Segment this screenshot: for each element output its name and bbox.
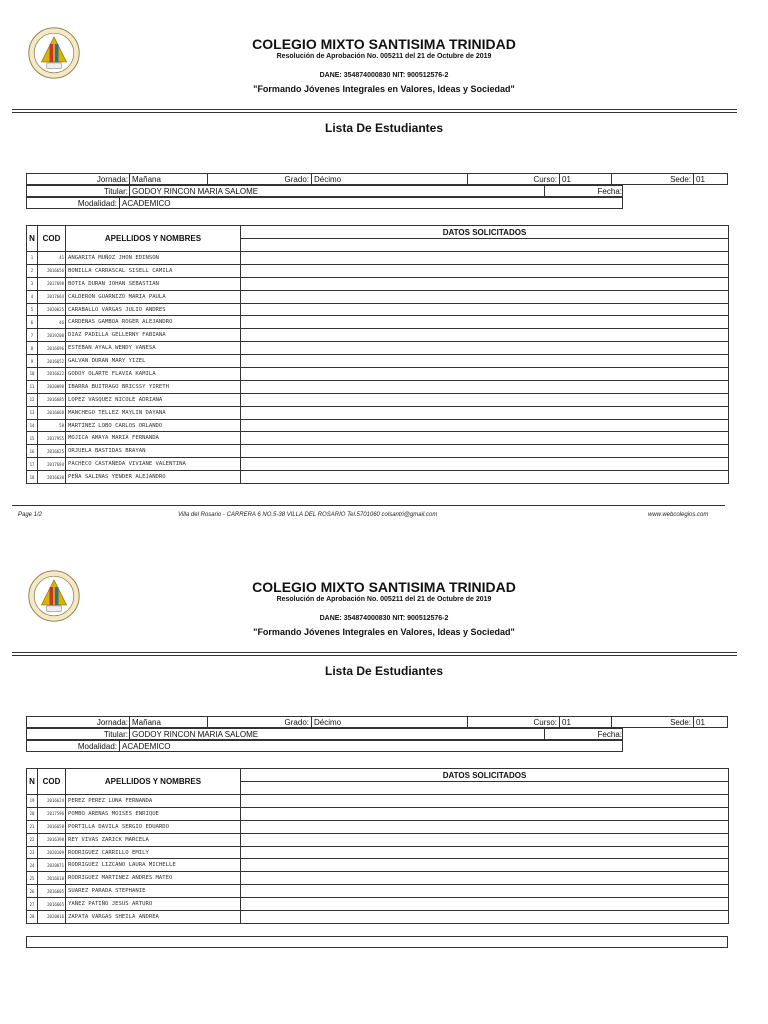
student-number: 23 xyxy=(27,846,38,859)
student-number: 19 xyxy=(27,795,38,808)
student-name: ORJUELA BASTIDAS BRAYAN xyxy=(66,445,241,458)
modalidad-value: ACADEMICO xyxy=(122,199,171,208)
student-code: 2016656 xyxy=(38,264,66,277)
sede-label: Sede: xyxy=(670,718,691,727)
student-code: 2016398 xyxy=(38,833,66,846)
student-code: 2016658 xyxy=(38,820,66,833)
student-code: 2016610 xyxy=(38,872,66,885)
table-row xyxy=(27,368,729,381)
student-code: 2016630 xyxy=(38,471,66,484)
table-row xyxy=(27,458,729,471)
school-crest-logo xyxy=(27,26,81,80)
student-code: 2016665 xyxy=(38,898,66,911)
footer-address: Villa del Rosario - CARRERA 6 NO.5-38 VILLA DEL ROSARIO Tel.5701060 colsantri@gmail.com xyxy=(178,512,438,518)
student-name: BONILLA CARRASCAL SISELL CAMILA xyxy=(66,264,241,277)
student-name: PACHECO CASTAÑEDA VIVIANE VALENTINA xyxy=(66,458,241,471)
student-name: POMBO ARENAS MOISES ENRIQUE xyxy=(66,807,241,820)
student-name: CALDERON GUARNIZO MARIA PAULA xyxy=(66,290,241,303)
student-code: 2020071 xyxy=(38,859,66,872)
sede-label: Sede: xyxy=(670,175,691,184)
student-number: 3 xyxy=(27,277,38,290)
requested-data-cell xyxy=(241,885,729,898)
student-number: 9 xyxy=(27,355,38,368)
student-name: MANCHEGO TELLEZ MAYLIN DAYANA xyxy=(66,406,241,419)
requested-data-cell xyxy=(241,380,729,393)
requested-data-cell xyxy=(241,872,729,885)
student-code: 2020016 xyxy=(38,911,66,924)
school-crest-logo xyxy=(27,569,81,623)
student-name: PEREZ PEREZ LUNA FERNANDA xyxy=(66,795,241,808)
info-row-3 xyxy=(26,740,623,752)
student-number: 28 xyxy=(27,911,38,924)
student-code: 2020025 xyxy=(38,303,66,316)
student-number: 11 xyxy=(27,380,38,393)
requested-data-cell xyxy=(241,898,729,911)
student-name: MOJICA AMAYA MARIA FERNANDA xyxy=(66,432,241,445)
curso-value: 01 xyxy=(562,718,571,727)
student-code: 2016622 xyxy=(38,368,66,381)
student-number: 22 xyxy=(27,833,38,846)
jornada-value: Mañana xyxy=(132,718,161,727)
info-row-2 xyxy=(26,728,623,740)
table-row xyxy=(27,342,729,355)
requested-data-cell xyxy=(241,807,729,820)
student-code: 58 xyxy=(38,419,66,432)
student-name: RODRIGUEZ MARTINEZ ANDRES MATEO xyxy=(66,872,241,885)
list-title: Lista De Estudiantes xyxy=(324,121,444,135)
requested-data-cell xyxy=(241,859,729,872)
student-number: 20 xyxy=(27,807,38,820)
requested-data-cell xyxy=(241,406,729,419)
table-row xyxy=(27,885,729,898)
table-row xyxy=(27,393,729,406)
student-number: 25 xyxy=(27,872,38,885)
requested-data-cell xyxy=(241,795,729,808)
col-data-subheader xyxy=(241,782,729,795)
student-code: 46 xyxy=(38,316,66,329)
titular-label: Titular: xyxy=(103,187,128,196)
table-row xyxy=(27,432,729,445)
student-number: 6 xyxy=(27,316,38,329)
report-page-2 xyxy=(0,543,768,1024)
info-row-1 xyxy=(26,173,728,185)
student-code: 2017955 xyxy=(38,432,66,445)
info-row-2 xyxy=(26,185,623,197)
student-name: REY VIVAS ZARICK MARCELA xyxy=(66,833,241,846)
curso-label: Curso: xyxy=(533,718,557,727)
student-name: PEÑA SALINAS YENDER ALEJANDRO xyxy=(66,471,241,484)
student-number: 14 xyxy=(27,419,38,432)
fecha-label: Fecha: xyxy=(597,730,622,739)
header-divider xyxy=(12,112,737,113)
header-divider xyxy=(12,109,737,110)
student-name: RODRIGUEZ CARRILLO EMILY xyxy=(66,846,241,859)
table-row xyxy=(27,911,729,924)
student-number: 1 xyxy=(27,252,38,265)
student-code: 41 xyxy=(38,252,66,265)
student-code: 2020109 xyxy=(38,846,66,859)
dane-nit-text: DANE: 354874000830 NIT: 900512576-2 xyxy=(319,615,449,622)
requested-data-cell xyxy=(241,316,729,329)
page-number: Page 1/2 xyxy=(18,512,43,518)
col-n-header: N xyxy=(27,226,38,252)
students-table xyxy=(26,225,729,484)
titular-value: GODOY RINCON MARIA SALOME xyxy=(132,730,259,739)
header-divider xyxy=(12,655,737,656)
table-row xyxy=(27,898,729,911)
student-number: 13 xyxy=(27,406,38,419)
student-name: GODOY OLARTE FLAVIA KAMILA xyxy=(66,368,241,381)
table-row xyxy=(27,252,729,265)
requested-data-cell xyxy=(241,846,729,859)
student-code: 2016625 xyxy=(38,445,66,458)
grado-label: Grado: xyxy=(284,718,309,727)
student-code: 2017694 xyxy=(38,458,66,471)
jornada-value: Mañana xyxy=(132,175,161,184)
col-name-header: APELLIDOS Y NOMBRES xyxy=(66,769,241,795)
student-name: GALVAN DURAN MARY YIZEL xyxy=(66,355,241,368)
col-data-header: DATOS SOLICITADOS xyxy=(241,769,729,782)
school-motto: "Formando Jóvenes Integrales en Valores, Ideas y Sociedad" xyxy=(253,84,515,94)
table-row xyxy=(27,329,729,342)
grado-label: Grado: xyxy=(284,175,309,184)
student-number: 10 xyxy=(27,368,38,381)
requested-data-cell xyxy=(241,368,729,381)
curso-label: Curso: xyxy=(533,175,557,184)
info-row-3 xyxy=(26,197,623,209)
resolution-text: Resolución de Aprobación No. 005211 del 21 de Octubre de 2019 xyxy=(276,53,492,60)
school-name: COLEGIO MIXTO SANTISIMA TRINIDAD xyxy=(252,579,516,595)
table-row xyxy=(27,277,729,290)
student-name: CARDENAS GAMBOA ROGER ALEJANDRO xyxy=(66,316,241,329)
table-row xyxy=(27,290,729,303)
table-row xyxy=(27,872,729,885)
table-row xyxy=(27,820,729,833)
student-name: ANGARITA MUÑOZ JHON EDINSON xyxy=(66,252,241,265)
resolution-text: Resolución de Aprobación No. 005211 del 21 de Octubre de 2019 xyxy=(276,596,492,603)
blank-footer-box xyxy=(26,936,728,948)
col-cod-header: COD xyxy=(38,769,66,795)
student-code: 2016668 xyxy=(38,406,66,419)
student-name: YAÑEZ PATIÑO JESUS ARTURO xyxy=(66,898,241,911)
student-name: RODRIGUEZ LIZCANO LAURA MICHELLE xyxy=(66,859,241,872)
student-number: 17 xyxy=(27,458,38,471)
student-code: 2016652 xyxy=(38,355,66,368)
student-name: CARABALLO VARGAS JULIO ANDRES xyxy=(66,303,241,316)
modalidad-label: Modalidad: xyxy=(77,199,117,208)
table-row xyxy=(27,846,729,859)
info-row-1 xyxy=(26,716,728,728)
requested-data-cell xyxy=(241,393,729,406)
table-row xyxy=(27,303,729,316)
requested-data-cell xyxy=(241,355,729,368)
table-row xyxy=(27,833,729,846)
requested-data-cell xyxy=(241,303,729,316)
curso-value: 01 xyxy=(562,175,571,184)
dane-nit-text: DANE: 354874000830 NIT: 900512576-2 xyxy=(319,72,449,79)
student-number: 15 xyxy=(27,432,38,445)
footer-website[interactable]: www.webcolegios.com xyxy=(648,512,709,518)
col-name-header: APELLIDOS Y NOMBRES xyxy=(66,226,241,252)
requested-data-cell xyxy=(241,290,729,303)
grado-value: Décimo xyxy=(314,175,342,184)
student-name: BOTIA DURAN JOHAN SEBASTIAN xyxy=(66,277,241,290)
student-code: 2016696 xyxy=(38,342,66,355)
student-name: SUAREZ PARADA STEPHANIE xyxy=(66,885,241,898)
school-name: COLEGIO MIXTO SANTISIMA TRINIDAD xyxy=(252,36,516,52)
col-n-header: N xyxy=(27,769,38,795)
table-row xyxy=(27,406,729,419)
table-row xyxy=(27,380,729,393)
student-name: ESTEBAN AYALA WENDY VANESA xyxy=(66,342,241,355)
list-title: Lista De Estudiantes xyxy=(324,664,444,678)
table-row xyxy=(27,316,729,329)
requested-data-cell xyxy=(241,458,729,471)
requested-data-cell xyxy=(241,419,729,432)
table-row xyxy=(27,355,729,368)
requested-data-cell xyxy=(241,445,729,458)
student-code: 2017664 xyxy=(38,290,66,303)
student-number: 26 xyxy=(27,885,38,898)
col-data-header: DATOS SOLICITADOS xyxy=(241,226,729,239)
student-code: 2016605 xyxy=(38,885,66,898)
student-number: 8 xyxy=(27,342,38,355)
student-code: 2016685 xyxy=(38,393,66,406)
student-number: 5 xyxy=(27,303,38,316)
table-row xyxy=(27,859,729,872)
jornada-label: Jornada: xyxy=(96,175,128,184)
requested-data-cell xyxy=(241,833,729,846)
modalidad-label: Modalidad: xyxy=(77,742,117,751)
student-code: 2017698 xyxy=(38,277,66,290)
grado-value: Décimo xyxy=(314,718,342,727)
students-table xyxy=(26,768,729,924)
header-divider xyxy=(12,652,737,653)
requested-data-cell xyxy=(241,911,729,924)
student-number: 27 xyxy=(27,898,38,911)
student-name: ZAPATA VARGAS SHEILA ANDREA xyxy=(66,911,241,924)
student-code: 2019200 xyxy=(38,329,66,342)
requested-data-cell xyxy=(241,277,729,290)
student-name: MARTINEZ LOBO CARLOS ORLANDO xyxy=(66,419,241,432)
modalidad-value: ACADEMICO xyxy=(122,742,171,751)
table-row xyxy=(27,807,729,820)
sede-value: 01 xyxy=(696,175,705,184)
requested-data-cell xyxy=(241,820,729,833)
student-number: 4 xyxy=(27,290,38,303)
requested-data-cell xyxy=(241,432,729,445)
table-row xyxy=(27,264,729,277)
student-number: 18 xyxy=(27,471,38,484)
student-number: 12 xyxy=(27,393,38,406)
student-code: 2020090 xyxy=(38,380,66,393)
student-number: 21 xyxy=(27,820,38,833)
col-data-subheader xyxy=(241,239,729,252)
sede-value: 01 xyxy=(696,718,705,727)
requested-data-cell xyxy=(241,471,729,484)
requested-data-cell xyxy=(241,252,729,265)
table-row xyxy=(27,445,729,458)
student-number: 16 xyxy=(27,445,38,458)
titular-value: GODOY RINCON MARIA SALOME xyxy=(132,187,259,196)
table-row xyxy=(27,419,729,432)
student-number: 2 xyxy=(27,264,38,277)
student-code: 2017596 xyxy=(38,807,66,820)
student-number: 7 xyxy=(27,329,38,342)
requested-data-cell xyxy=(241,342,729,355)
student-name: LOPEZ VASQUEZ NICOLE ADRIANA xyxy=(66,393,241,406)
table-row xyxy=(27,471,729,484)
titular-label: Titular: xyxy=(103,730,128,739)
jornada-label: Jornada: xyxy=(96,718,128,727)
student-code: 2016624 xyxy=(38,795,66,808)
school-motto: "Formando Jóvenes Integrales en Valores, Ideas y Sociedad" xyxy=(253,627,515,637)
student-number: 24 xyxy=(27,859,38,872)
student-name: PORTILLA DAVILA SERGIO EDUARDO xyxy=(66,820,241,833)
student-name: DIAZ PADILLA GELLERNY FABIANA xyxy=(66,329,241,342)
col-cod-header: COD xyxy=(38,226,66,252)
footer-divider xyxy=(12,505,725,506)
fecha-label: Fecha: xyxy=(597,187,622,196)
requested-data-cell xyxy=(241,329,729,342)
requested-data-cell xyxy=(241,264,729,277)
table-row xyxy=(27,795,729,808)
student-name: IBARRA BUITRAGO BRICSSY YIRETH xyxy=(66,380,241,393)
